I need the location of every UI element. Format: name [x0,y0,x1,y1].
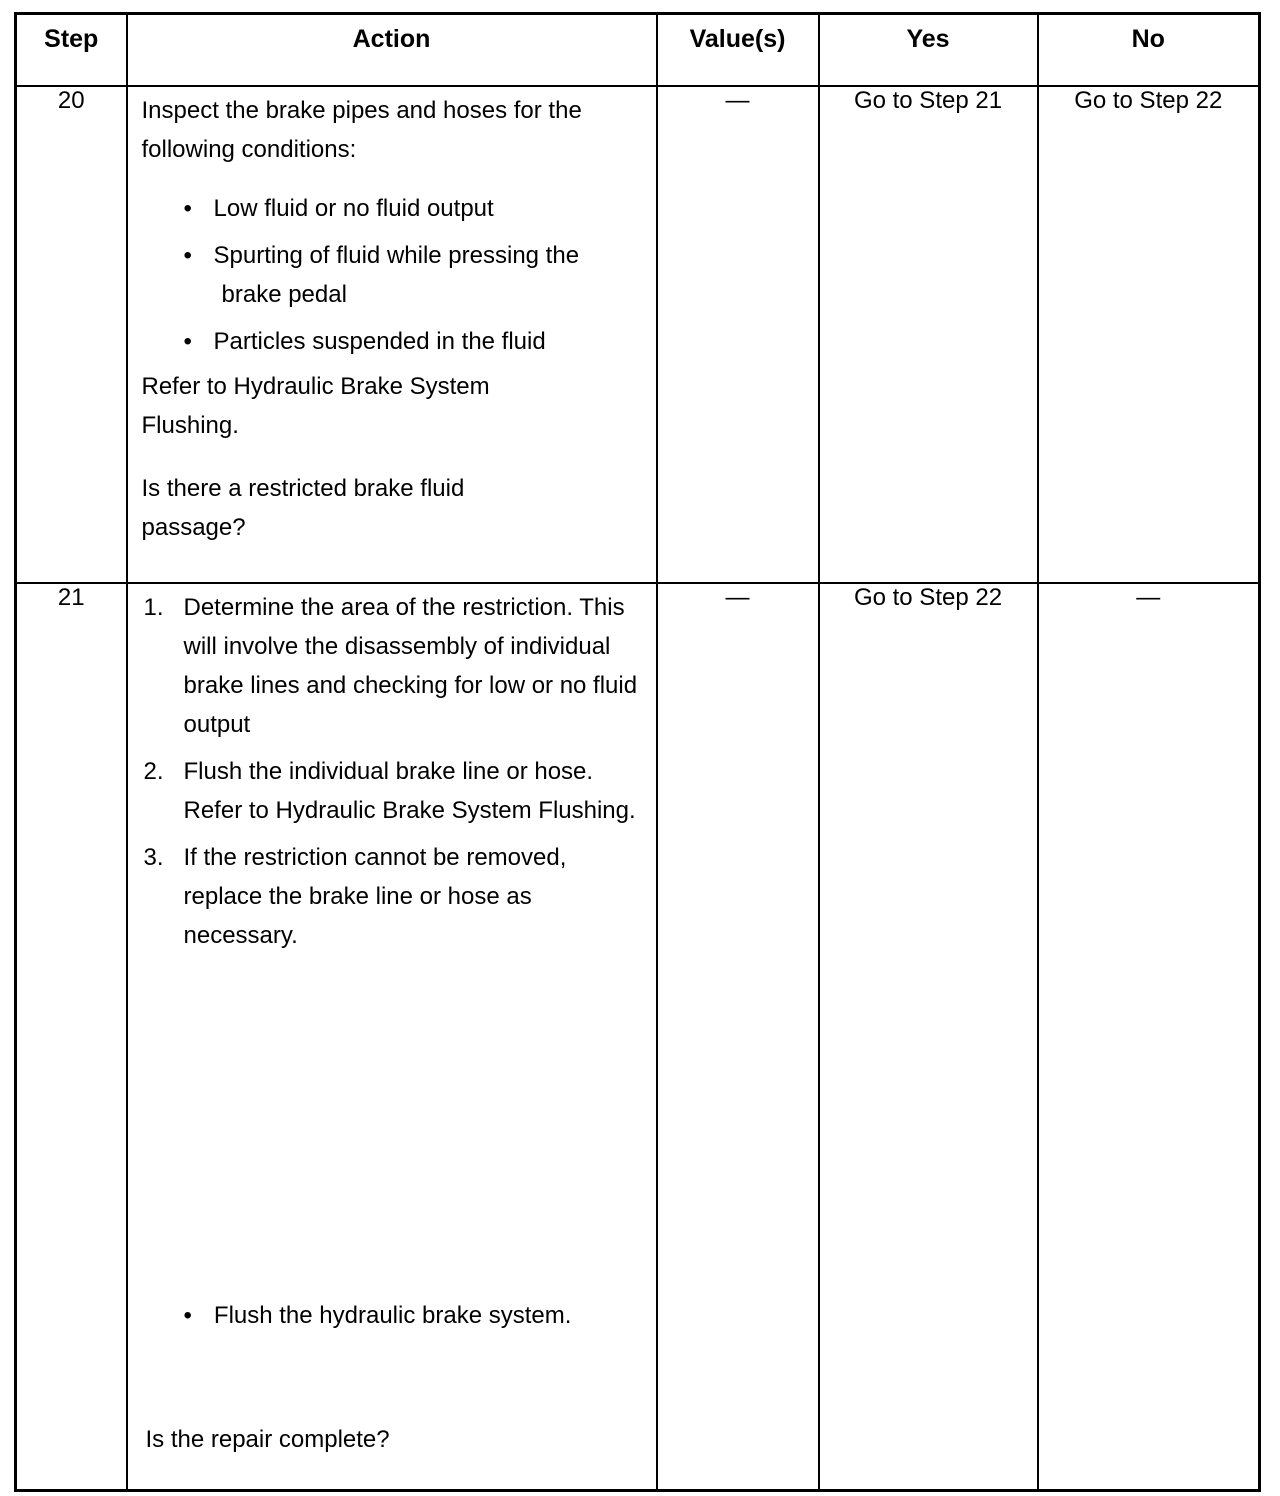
list-item: 2. Flush the individual brake line or hose. Refer to Hydraulic Brake System Flushing. [143,758,636,824]
condition-list [128,189,656,361]
list-item: • Particles suspended in the fluid [183,328,546,355]
table-row-step-21 [16,583,1260,1491]
no-cell: Go to Step 22 [1038,86,1260,583]
flush-bullet: • Flush the hydraulic brake system. [183,1302,572,1329]
list-item: • Low fluid or no fluid output [183,195,494,222]
header-no: No [1038,14,1260,87]
header-yes: Yes [819,14,1038,87]
refer-text: Refer to Hydraulic Brake System Flushing. [141,373,490,439]
list-item: 3. If the restriction cannot be removed, replace the brake line or hose as necessary. [143,844,567,949]
yes-cell: Go to Step 21 [819,86,1038,583]
list-item: 1. Determine the area of the restriction. This will involve the disassembly of individual brake lines and checking for low or no fluid output [143,594,638,738]
list-item: • Spurting of fluid while pressing the brake pedal [183,242,580,308]
action-cell [127,86,657,583]
header-values: Value(s) [657,14,819,87]
step-number: 21 [16,583,127,1491]
value-cell: — [657,583,819,1491]
value-cell: — [657,86,819,583]
action-cell [127,583,657,1491]
diagnostic-table [14,12,1261,1492]
header-action: Action [127,14,657,87]
step-number: 20 [16,86,127,583]
header-row [16,14,1260,87]
yes-cell: Go to Step 22 [819,583,1038,1491]
table-row-step-20 [16,86,1260,583]
question-text: Is there a restricted brake fluid passage? [141,475,465,541]
procedure-list [128,584,638,955]
question-text: Is the repair complete? [145,1426,390,1453]
no-cell: — [1038,583,1260,1491]
action-intro: Inspect the brake pipes and hoses for the following conditions: [141,97,582,163]
header-step: Step [16,14,127,87]
